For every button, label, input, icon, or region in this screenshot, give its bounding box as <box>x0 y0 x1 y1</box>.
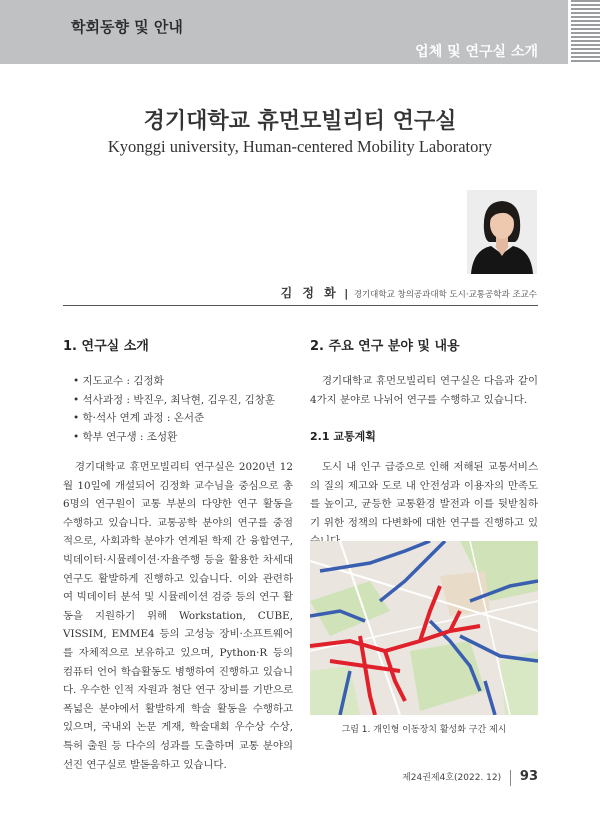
header-stripes <box>571 0 600 64</box>
section-1-paragraph: 경기대학교 휴먼모빌리티 연구실은 2020년 12월 10일에 개설되어 김정화 교수님을 중심으로 총 6명의 연구원이 교통 부분의 다양한 연구 활동을 수행하고 있습니다. 교통공학 분야의 연구를 중점적으로, 사회과학 분야가 연계된 학제 간 융합연구, 빅데이터·시뮬레이션·자율주행 등을 활용한 차세대 연구도 활발하게 진행하고 있습니다. 이와 관련하여 빅데이터 분석 및 시뮬레이션 검증 등의 연구 활동을 지원하기 위해 Workstation, CUBE, VISSIM, EMME4 등의 고성능 장비·소프트웨어를 자체적으로 보유하고 있으며, Python·R 등의 컴퓨터 언어 학습활동도 병행하여 진행하고 있습니다. 우수한 인적 자원과 첨단 연구 장비를 기반으로 폭넓은 분야에서 활발하게 학술 활동을 수행하고 있으며, 국내외 논문 게재, 학술대회 우수상 수상, 특허 출원 등 다수의 성과를 도출하며 교통 분야의 선진 연구실로 발돋움하고 있습니다. <box>63 461 293 771</box>
header-divider <box>63 305 538 306</box>
route-map-figure <box>310 541 538 715</box>
title-korean: 경기대학교 휴먼모빌리티 연구실 <box>143 108 457 134</box>
author-affiliation: 경기대학교 창의공과대학 도시·교통공학과 조교수 <box>353 290 537 300</box>
author-name: 김 정 화 <box>280 286 339 300</box>
member-item: • 학부 연구생 : 조성환 <box>73 428 275 447</box>
section-2-1-paragraph: 도시 내 인구 급증으로 인해 저해된 교통서비스의 질의 제고와 도로 내 안전성과 이용자의 만족도를 높이고, 균등한 교통환경 발전과 이를 뒷받침하기 위한 정책의 다변화에 대한 연구를 진행하고 있 <box>310 461 538 529</box>
author-line <box>281 284 537 301</box>
author-separator: | <box>344 287 349 300</box>
section-2-1-heading: 2.1 교통계획 <box>310 430 376 443</box>
section-label: 학회동향 및 안내 <box>71 18 183 36</box>
figure-caption: 그림 1. 개인형 이동장치 활성화 구간 제시 <box>341 725 507 735</box>
section-2-heading: 2. 주요 연구 분야 및 내용 <box>310 339 460 354</box>
member-item: • 학·석사 연계 과정 : 온서준 <box>73 409 275 428</box>
section-2-intro: 경기대학교 휴먼모빌리티 연구실은 다음과 같이 4가지 분야로 나뉘어 연구를 수행하고 있습니다. <box>310 375 538 406</box>
page-footer <box>402 769 538 786</box>
footer-divider <box>510 770 511 786</box>
member-list <box>73 372 275 446</box>
subsection-bar <box>0 37 568 64</box>
author-photo <box>467 190 537 274</box>
page-number: 93 <box>519 769 538 784</box>
member-item: • 석사과정 : 박진우, 최낙현, 김우진, 김창훈 <box>73 391 275 410</box>
issue-info: 제24권제4호(2022. 12) <box>402 773 502 783</box>
author-portrait-image <box>467 190 537 274</box>
member-item: • 지도교수 : 김정화 <box>73 372 275 391</box>
section-1-heading: 1. 연구실 소개 <box>63 339 149 354</box>
subsection-label: 업체 및 연구실 소개 <box>415 44 538 60</box>
title-english: Kyonggi university, Human-centered Mobility Laboratory <box>107 137 493 156</box>
